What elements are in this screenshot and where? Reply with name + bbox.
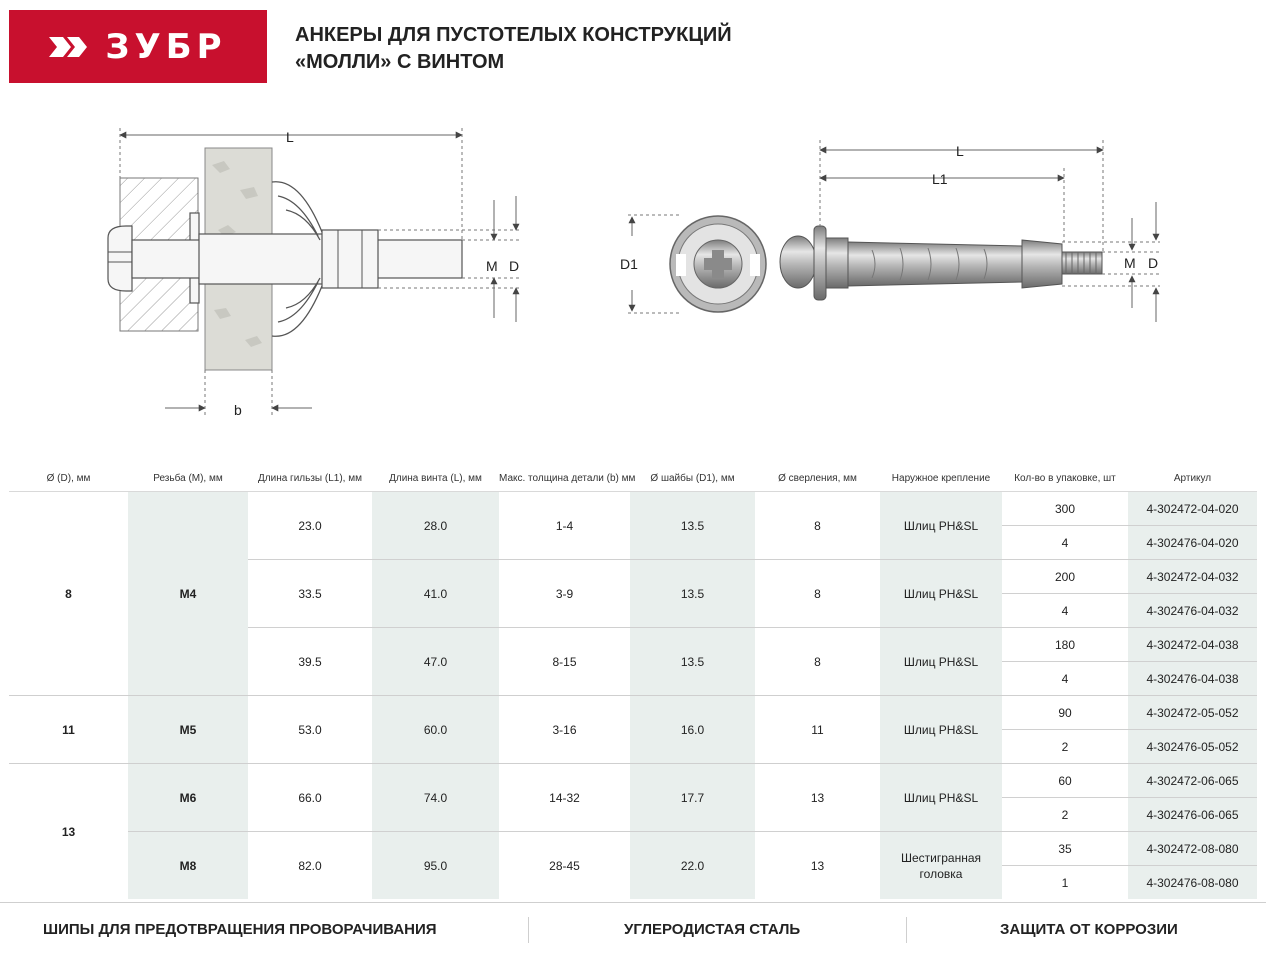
cell-mount: Шлиц PH&SL <box>880 560 1002 628</box>
cell-qty: 200 <box>1002 560 1128 594</box>
cell-thread: M6 <box>128 764 248 832</box>
cell-thread: M8 <box>128 832 248 900</box>
left-dim-D: D <box>509 258 520 274</box>
cell-l: 60.0 <box>372 696 499 764</box>
cell-l1: 39.5 <box>248 628 372 696</box>
cell-b: 14-32 <box>499 764 630 832</box>
cell-article: 4-302472-04-020 <box>1128 492 1257 526</box>
feature-bar <box>0 902 1266 960</box>
cell-article: 4-302476-04-032 <box>1128 594 1257 628</box>
divider <box>528 917 529 943</box>
cell-mount: Шлиц PH&SL <box>880 696 1002 764</box>
cell-article: 4-302472-05-052 <box>1128 696 1257 730</box>
table-row <box>9 764 1257 798</box>
cell-qty: 90 <box>1002 696 1128 730</box>
right-dim-D: D <box>1148 255 1159 271</box>
header-article: Артикул <box>1173 472 1212 484</box>
left-dim-b: b <box>234 402 242 418</box>
cell-l: 74.0 <box>372 764 499 832</box>
cell-article: 4-302476-06-065 <box>1128 798 1257 832</box>
cell-mount: Шестигранная головка <box>880 832 1002 900</box>
cell-l: 95.0 <box>372 832 499 900</box>
cell-d1: 22.0 <box>630 832 755 900</box>
title-line-1: АНКЕРЫ ДЛЯ ПУСТОТЕЛЫХ КОНСТРУКЦИЙ <box>295 24 732 46</box>
cell-d: 13 <box>9 764 128 900</box>
cell-article: 4-302472-06-065 <box>1128 764 1257 798</box>
header-drill-diameter: Ø сверления, мм <box>778 472 857 484</box>
table-row <box>9 832 1257 866</box>
divider <box>906 917 907 943</box>
cell-mount: Шлиц PH&SL <box>880 628 1002 696</box>
cell-qty: 35 <box>1002 832 1128 866</box>
cell-drill: 8 <box>755 560 880 628</box>
cell-drill: 8 <box>814 518 821 533</box>
cell-article: 4-302472-04-038 <box>1128 628 1257 662</box>
cell-l1: 33.5 <box>248 560 372 628</box>
cell-drill: 11 <box>755 696 880 764</box>
cell-qty: 60 <box>1002 764 1128 798</box>
cell-qty: 2 <box>1002 730 1128 764</box>
cell-drill: 8 <box>755 628 880 696</box>
feature-carbon-steel: УГЛЕРОДИСТАЯ СТАЛЬ <box>624 921 801 938</box>
cell-d: 11 <box>9 696 128 764</box>
brand-name: ЗУБР <box>105 26 227 67</box>
right-dim-L: L <box>956 143 964 159</box>
right-dim-D1: D1 <box>620 256 638 272</box>
spec-table <box>9 465 1257 899</box>
cell-l1: 66.0 <box>248 764 372 832</box>
cell-l: 28.0 <box>372 492 499 560</box>
cell-qty: 4 <box>1002 594 1128 628</box>
cell-article: 4-302476-05-052 <box>1128 730 1257 764</box>
header-sleeve-length: Длина гильзы (L1), мм <box>258 472 362 484</box>
cell-l1: 82.0 <box>248 832 372 900</box>
header-screw-length: Длина винта (L), мм <box>389 472 482 484</box>
feature-anti-rotation: ШИПЫ ДЛЯ ПРЕДОТВРАЩЕНИЯ ПРОВОРАЧИВАНИЯ <box>43 921 437 938</box>
cell-d1: 17.7 <box>630 764 755 832</box>
table-row <box>9 492 1257 526</box>
cell-l: 47.0 <box>372 628 499 696</box>
header-max-thickness: Макс. толщина детали (b) мм <box>499 472 636 484</box>
cell-qty: 300 <box>1054 501 1076 516</box>
feature-corrosion-protection: ЗАЩИТА ОТ КОРРОЗИИ <box>1000 921 1178 938</box>
title-line-2: «МОЛЛИ» С ВИНТОМ <box>295 51 505 73</box>
cell-article: 4-302476-08-080 <box>1128 866 1257 900</box>
anchor-product-views <box>620 140 1160 322</box>
installed-anchor-section <box>108 128 522 418</box>
cell-d1: 16.0 <box>630 696 755 764</box>
cell-qty: 180 <box>1002 628 1128 662</box>
cell-thread: M5 <box>128 696 248 764</box>
left-dim-M: M <box>486 258 498 274</box>
cell-qty: 1 <box>1002 866 1128 900</box>
table-header-row <box>9 465 1257 492</box>
header-diameter: Ø (D), мм <box>46 472 91 484</box>
cell-d1: 13.5 <box>630 628 755 696</box>
cell-d1: 13.5 <box>630 492 755 560</box>
cell-thread: M4 <box>128 492 248 696</box>
right-dim-M: M <box>1124 255 1136 271</box>
cell-l: 41.0 <box>372 560 499 628</box>
cell-b: 1-4 <box>555 518 574 533</box>
cell-b: 3-9 <box>499 560 630 628</box>
header-pack-qty: Кол-во в упаковке, шт <box>1014 472 1116 484</box>
cell-mount: Шлиц PH&SL <box>880 764 1002 832</box>
cell-article: 4-302472-08-080 <box>1128 832 1257 866</box>
cell-b: 8-15 <box>499 628 630 696</box>
cell-qty: 4 <box>1002 662 1128 696</box>
right-dim-L1: L1 <box>932 171 948 187</box>
header-washer-diameter: Ø шайбы (D1), мм <box>650 472 735 484</box>
cell-article: 4-302476-04-038 <box>1128 662 1257 696</box>
header-thread: Резьба (M), мм <box>153 472 223 484</box>
cell-drill: 13 <box>755 832 880 900</box>
technical-drawing <box>0 0 1266 450</box>
cell-b: 3-16 <box>499 696 630 764</box>
cell-mount: Шлиц PH&SL <box>880 492 1002 560</box>
cell-d: 8 <box>65 586 72 601</box>
cell-d1: 13.5 <box>630 560 755 628</box>
cell-article: 4-302472-04-032 <box>1128 560 1257 594</box>
table-row <box>9 696 1257 730</box>
header-head-type: Наружное крепление <box>891 472 991 484</box>
cell-drill: 13 <box>755 764 880 832</box>
cell-l1: 23.0 <box>298 518 322 533</box>
cell-qty: 4 <box>1002 526 1128 560</box>
cell-article: 4-302476-04-020 <box>1128 526 1257 560</box>
cell-qty: 2 <box>1002 798 1128 832</box>
cell-l1: 53.0 <box>248 696 372 764</box>
left-dim-L: L <box>286 129 294 145</box>
cell-b: 28-45 <box>499 832 630 900</box>
